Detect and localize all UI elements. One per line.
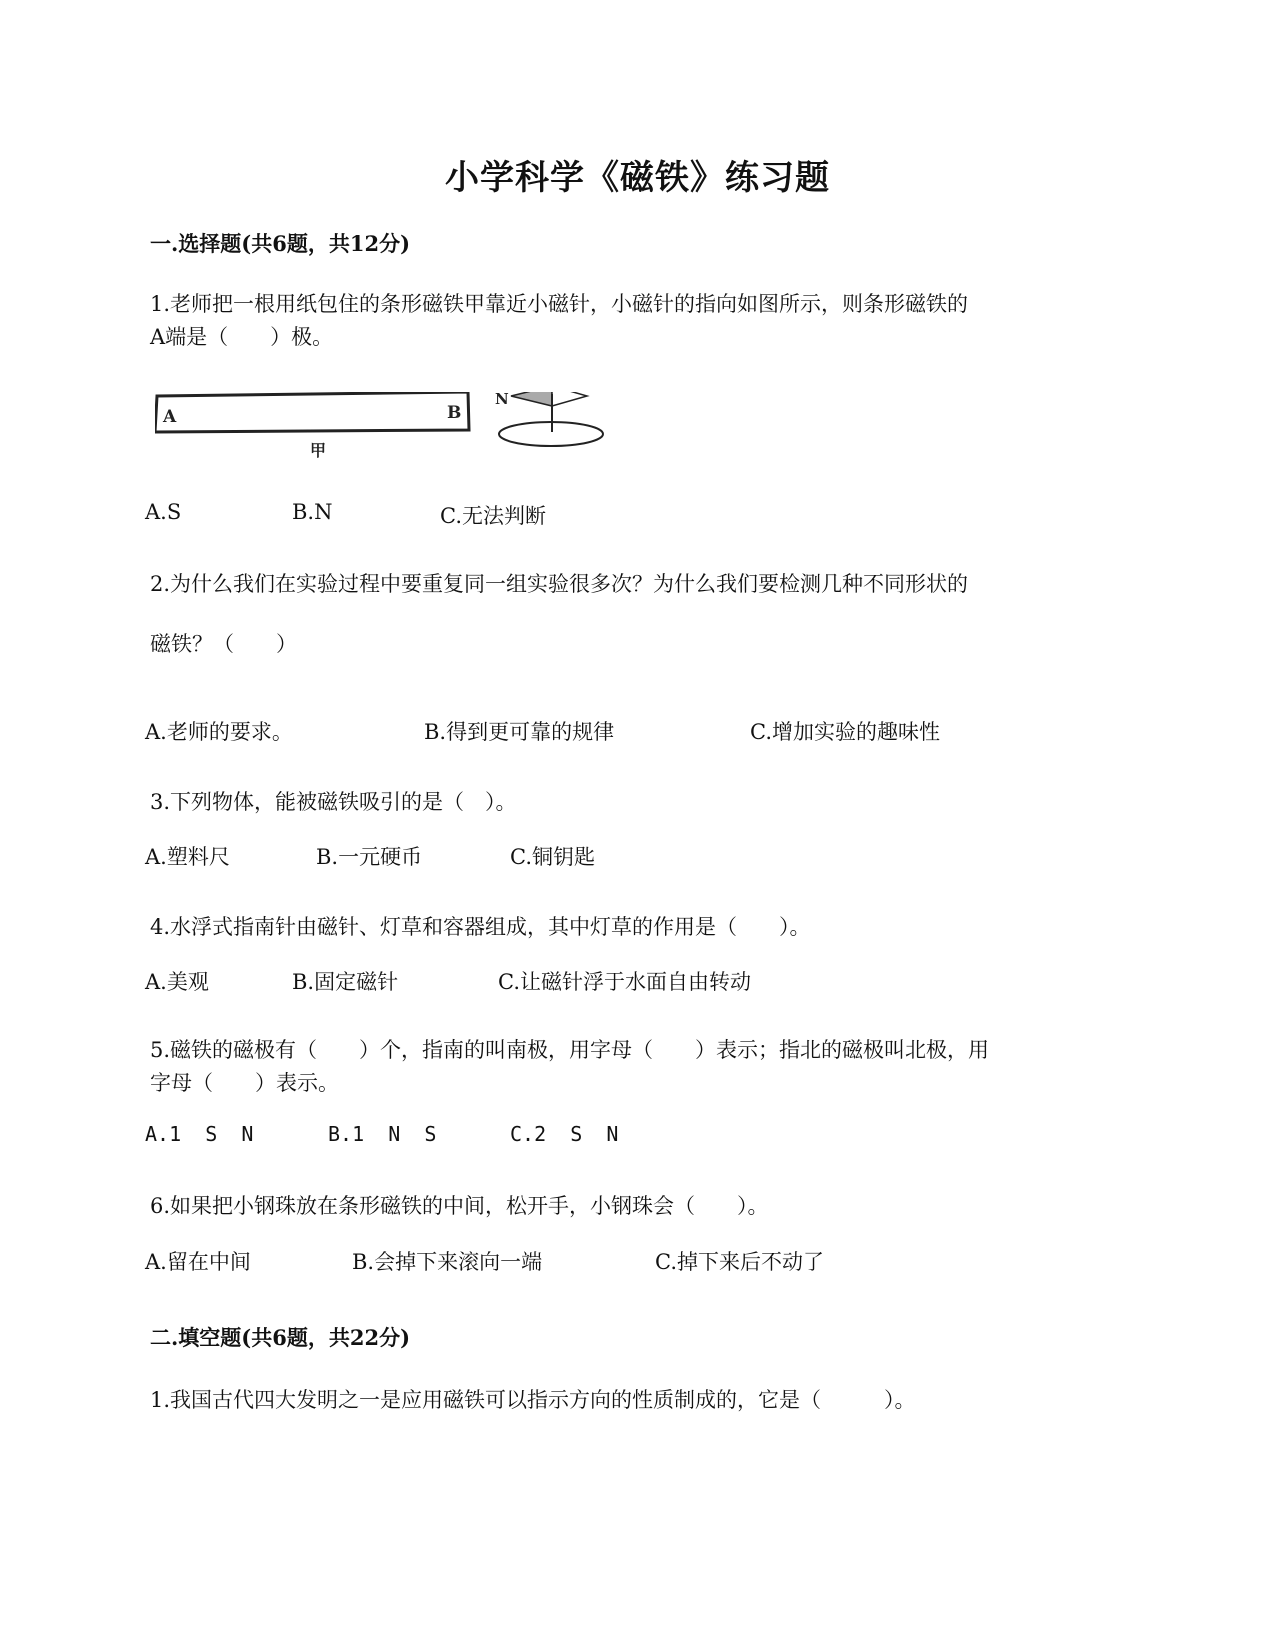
q6-option-a: A.留在中间 xyxy=(145,1250,251,1274)
q4-option-c: C.让磁针浮于水面自由转动 xyxy=(498,970,751,994)
bar-magnet xyxy=(155,392,469,432)
q2-option-b: B.得到更可靠的规律 xyxy=(424,720,615,744)
q4-option-a: A.美观 xyxy=(145,970,209,994)
question-1-line1: 1.老师把一根用纸包住的条形磁铁甲靠近小磁针，小磁针的指向如图所示，则条形磁铁的 xyxy=(150,292,969,316)
question-5-line2: 字母（ ）表示。 xyxy=(150,1071,339,1095)
magnet-end-b-label: B xyxy=(447,403,462,423)
question-2-line2: 磁铁？（ ） xyxy=(150,632,297,656)
q1-option-c: C.无法判断 xyxy=(440,504,546,528)
q3-option-c: C.铜钥匙 xyxy=(510,845,595,869)
q6-option-c: C.掉下来后不动了 xyxy=(655,1250,824,1274)
question-1 xyxy=(150,288,1135,354)
section-heading-choice: 一.选择题(共6题，共12分) xyxy=(150,231,411,256)
section-heading-fill-blank: 二.填空题(共6题，共22分) xyxy=(150,1325,411,1350)
question-5 xyxy=(150,1034,1135,1100)
magnet-name-label: 甲 xyxy=(310,441,327,460)
question-5-line1: 5.磁铁的磁极有（ ）个，指南的叫南极，用字母（ ）表示；指北的磁极叫北极，用 xyxy=(150,1038,990,1062)
q3-option-b: B.一元硬币 xyxy=(316,845,423,869)
q1-option-b: B.N xyxy=(292,500,333,524)
magnet-needle-figure xyxy=(155,392,615,462)
q5-option-b: B.1 N S xyxy=(328,1122,437,1146)
question-3: 3.下列物体，能被磁铁吸引的是（ ）。 xyxy=(150,790,517,814)
question-6: 6.如果把小钢珠放在条形磁铁的中间，松开手，小钢珠会（ ）。 xyxy=(150,1194,769,1218)
needle-dark-half xyxy=(511,392,552,406)
page-title: 小学科学《磁铁》练习题 xyxy=(445,158,830,198)
magnet-end-a-label: A xyxy=(163,407,177,427)
question-4: 4.水浮式指南针由磁针、灯草和容器组成，其中灯草的作用是（ ）。 xyxy=(150,915,811,939)
question-1-line2: A端是（ ）极。 xyxy=(150,325,334,349)
q6-option-b: B.会掉下来滚向一端 xyxy=(352,1250,543,1274)
needle-pole-label: N xyxy=(495,392,509,408)
q1-option-a: A.S xyxy=(145,500,182,524)
q3-option-a: A.塑料尺 xyxy=(145,845,230,869)
q2-option-a: A.老师的要求。 xyxy=(145,720,293,744)
q4-option-b: B.固定磁针 xyxy=(292,970,399,994)
q2-option-c: C.增加实验的趣味性 xyxy=(750,720,940,744)
q5-option-a: A.1 S N xyxy=(145,1122,254,1146)
question-2-line1: 2.为什么我们在实验过程中要重复同一组实验很多次？为什么我们要检测几种不同形状的 xyxy=(150,572,969,596)
q5-option-c: C.2 S N xyxy=(510,1122,619,1146)
fill-question-1: 1.我国古代四大发明之一是应用磁铁可以指示方向的性质制成的，它是（ ）。 xyxy=(150,1388,916,1412)
needle-light-half xyxy=(552,392,587,406)
